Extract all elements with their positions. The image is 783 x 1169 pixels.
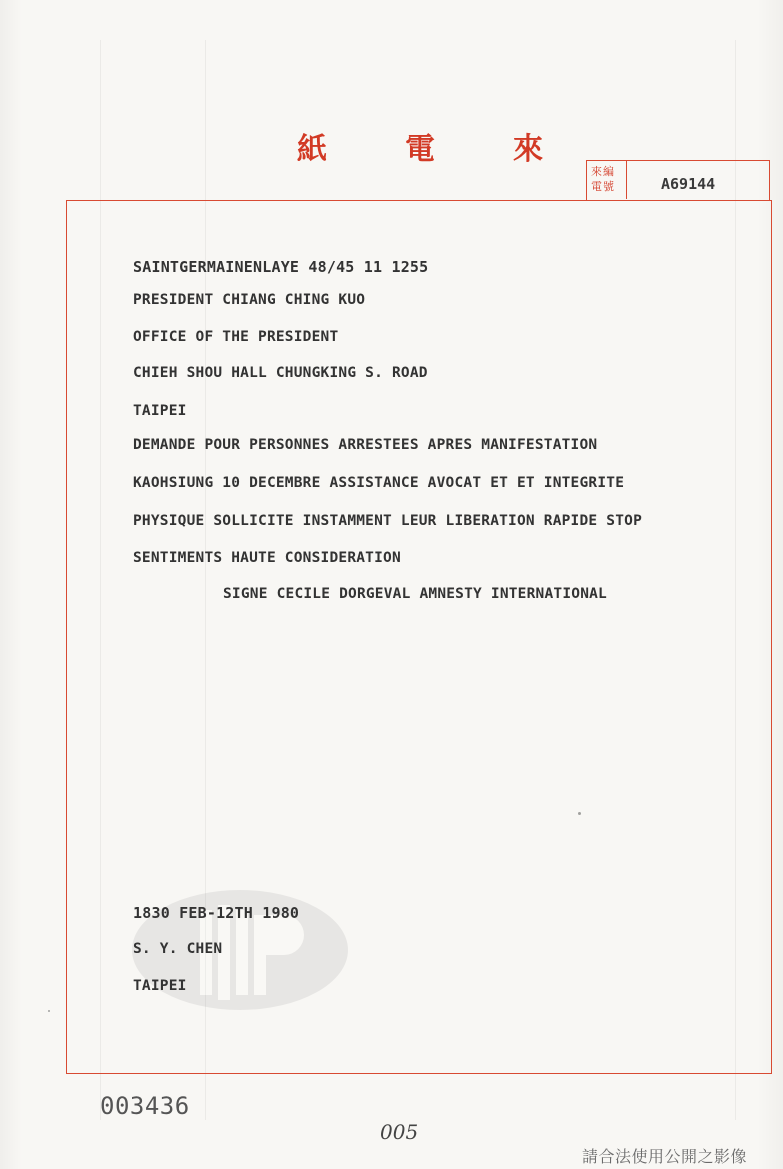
telegram-number-label: 來編電號 [587,161,627,199]
receiver-city: TAIPEI [133,978,187,994]
receipt-timestamp: 1830 FEB-12TH 1980 [133,904,300,922]
telegram-line-city: TAIPEI [133,403,187,419]
page-number: 005 [380,1120,419,1144]
telegram-number-value: A69144 [661,175,716,193]
telegram-line-office: OFFICE OF THE PRESIDENT [133,329,339,345]
paper-speck [578,812,581,815]
form-title-char: 來 [513,132,543,167]
telegram-line-body: SENTIMENTS HAUTE CONSIDERATION [133,550,401,566]
usage-notice: 請合法使用公開之影像 [582,1147,748,1166]
form-title-char: 電 [405,132,435,167]
telegram-line-body: DEMANDE POUR PERSONNES ARRESTEES APRES MANIFESTATION [133,437,598,453]
telegram-line-body: KAOHSIUNG 10 DECEMBRE ASSISTANCE AVOCAT ET ET INTEGRITE [133,475,625,491]
telegram-line-address: CHIEH SHOU HALL CHUNGKING S. ROAD [133,365,428,381]
archive-document-number: 003436 [100,1092,190,1120]
telegram-number-box [586,160,770,200]
form-title [290,124,550,168]
telegram-line-addressee: PRESIDENT CHIANG CHING KUO [133,292,366,308]
receiver-name: S. Y. CHEN [133,941,223,957]
paper-speck [48,1010,50,1012]
telegram-line-body: PHYSIQUE SOLLICITE INSTAMMENT LEUR LIBERATION RAPIDE STOP [133,513,642,529]
telegram-signature: SIGNE CECILE DORGEVAL AMNESTY INTERNATIONAL [223,586,607,602]
form-title-char: 紙 [297,132,327,167]
telegram-line-origin: SAINTGERMAINENLAYE 48/45 11 1255 [133,258,429,276]
